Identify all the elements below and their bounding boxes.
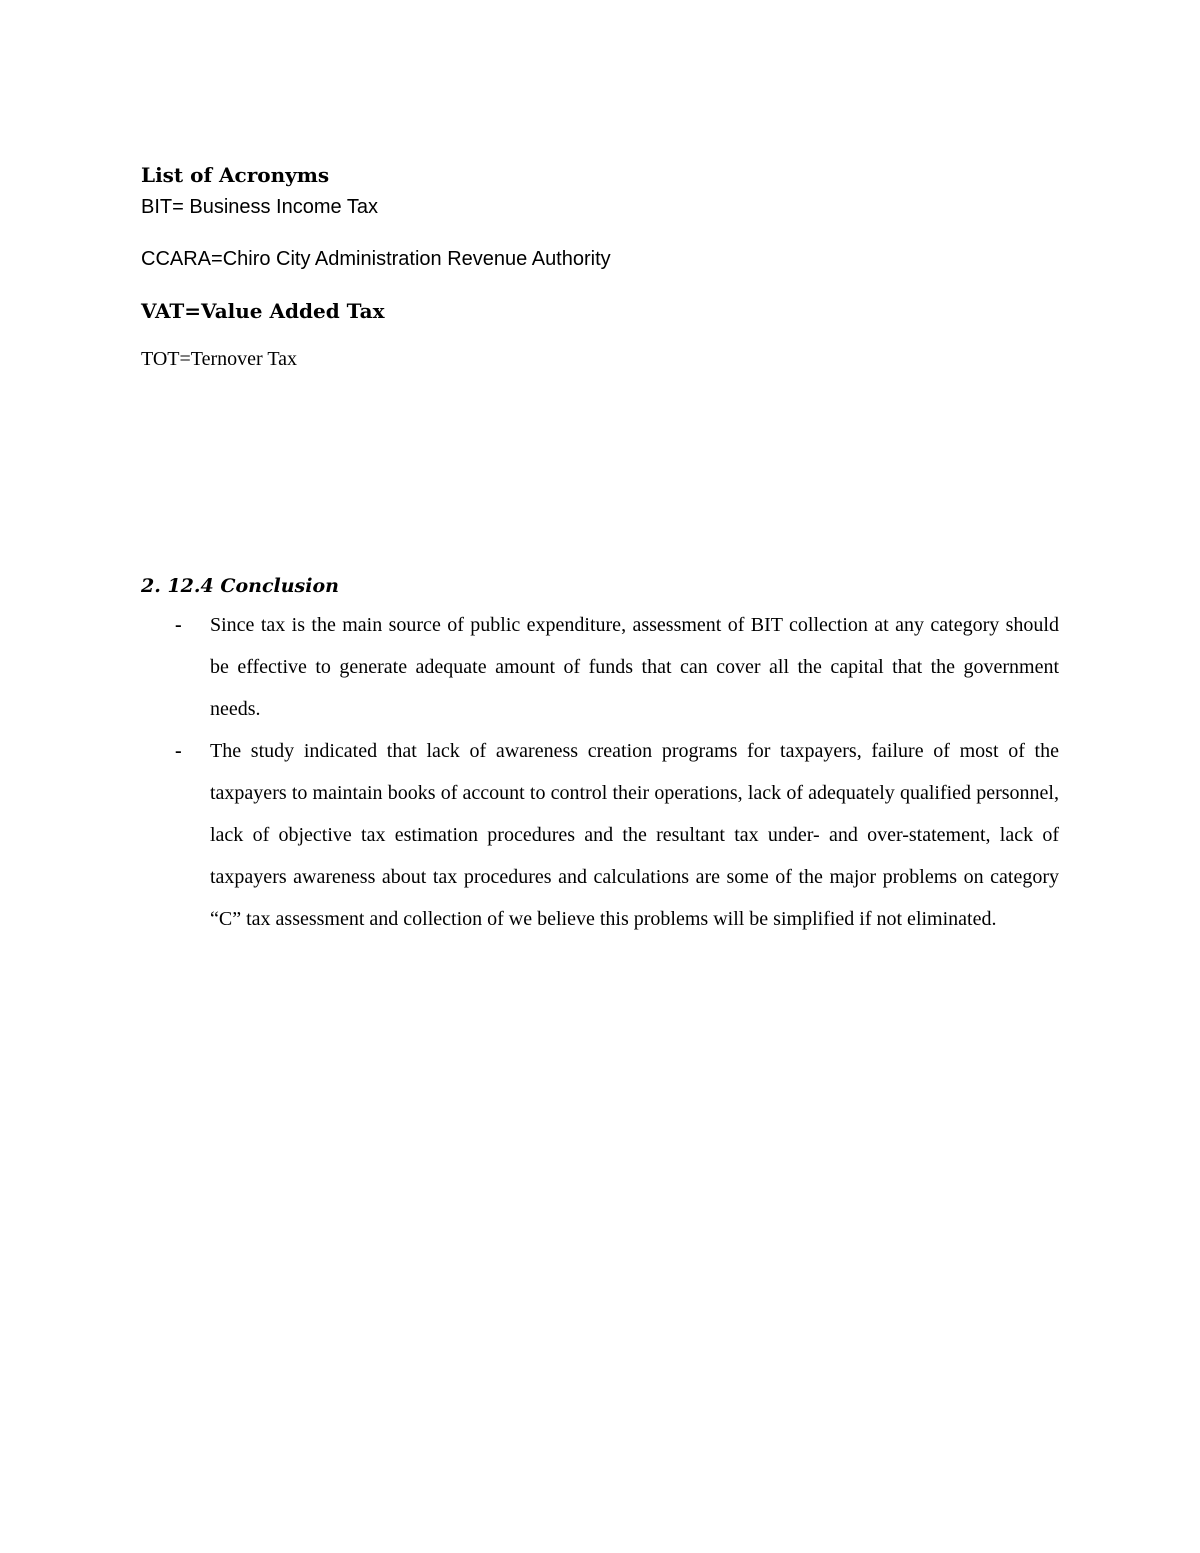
list-item-text: The study indicated that lack of awareness creation programs for taxpayers, failure of most of the taxpayers to maintain books of account to control their operations, lack of adequately qualified personnel, lack of objective tax estimation procedures and the resultant tax under- and over-statement, lack of taxpayers awareness about tax procedures and calculations are some of the major problems on category “C” tax assessment and collection of we believe this problems will be simplified if not eliminated. <box>210 740 1059 930</box>
conclusion-section <box>141 572 1059 940</box>
dash-bullet-icon: - <box>175 740 182 762</box>
conclusion-bullet-list <box>141 604 1059 940</box>
acronym-vat: VAT=Value Added Tax <box>141 299 385 323</box>
section-heading: 2. 12.4 Conclusion <box>141 575 339 597</box>
acronym-list-heading: List of Acronyms <box>141 163 330 187</box>
dash-bullet-icon: - <box>175 614 182 636</box>
list-item <box>141 730 1059 940</box>
list-item <box>141 604 1059 730</box>
acronym-ccara: CCARA=Chiro City Administration Revenue Authority <box>141 248 611 270</box>
acronym-bit: BIT= Business Income Tax <box>141 196 378 218</box>
acronym-tot: TOT=Ternover Tax <box>141 348 298 370</box>
list-item-text: Since tax is the main source of public expenditure, assessment of BIT collection at any category should be effective to generate adequate amount of funds that can cover all the capital that the government needs. <box>210 614 1059 720</box>
acronym-list <box>141 161 1041 373</box>
